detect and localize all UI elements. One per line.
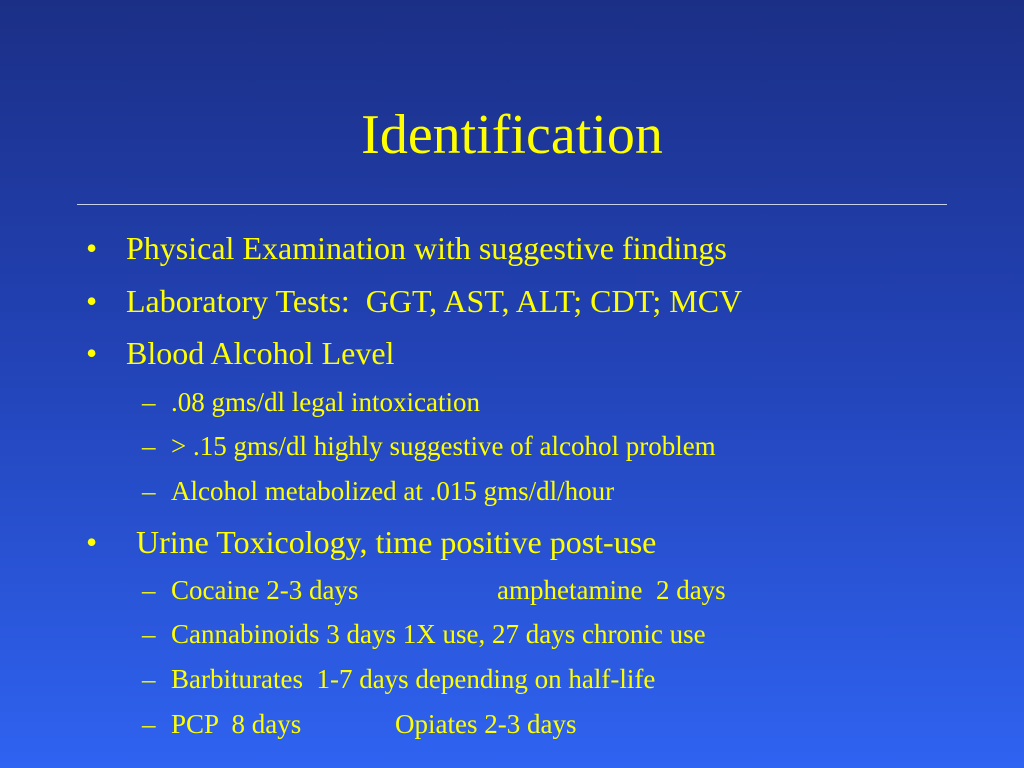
- sub-list-item-text: .08 gms/dl legal intoxication: [171, 387, 480, 417]
- sub-list-item-content: [171, 430, 716, 462]
- list-item: [0, 524, 1024, 560]
- dash-marker: –: [142, 431, 156, 461]
- dash-marker: –: [142, 709, 156, 739]
- list-item-text: Urine Toxicology, time positive post-use: [136, 524, 657, 560]
- dash-marker: –: [142, 664, 156, 694]
- bullet-marker: •: [86, 283, 98, 319]
- bullet-marker: •: [86, 335, 98, 371]
- title-divider: [77, 204, 947, 205]
- sub-list-item: [0, 430, 1024, 462]
- sub-list-item-text: Alcohol metabolized at .015 gms/dl/hour: [171, 476, 615, 506]
- bullet-marker: •: [86, 230, 98, 266]
- list-item: [0, 335, 1024, 371]
- greater-than-symbol: >: [171, 431, 187, 461]
- sub-list-item-text: .15 gms/dl highly suggestive of alcohol problem: [186, 431, 716, 461]
- bullet-marker: •: [86, 524, 98, 560]
- list-item-text: Blood Alcohol Level: [126, 335, 395, 371]
- slide-title: Identification: [361, 104, 663, 166]
- sub-list-item-text: PCP 8 days: [171, 709, 302, 739]
- sub-list-item-text: Cocaine 2-3 days: [171, 575, 359, 605]
- sub-list-item-text-secondary: Opiates 2-3 days: [395, 709, 577, 739]
- dash-marker: –: [142, 476, 156, 506]
- dash-marker: –: [142, 387, 156, 417]
- sub-list-item: [0, 708, 1024, 740]
- list-item-text: Laboratory Tests: GGT, AST, ALT; CDT; MCV: [126, 283, 743, 319]
- sub-list-item: [0, 663, 1024, 695]
- sub-list-item: [0, 574, 1024, 606]
- list-item: [0, 283, 1024, 319]
- sub-list-item: [0, 386, 1024, 418]
- sub-list-item-text: Barbiturates 1-7 days depending on half-life: [171, 664, 656, 694]
- sub-list-item: [0, 618, 1024, 650]
- list-item: [0, 230, 1024, 266]
- sub-list-item-text-secondary: amphetamine 2 days: [497, 575, 726, 605]
- sub-list-item: [0, 475, 1024, 507]
- dash-marker: –: [142, 575, 156, 605]
- sub-list-item-text: Cannabinoids 3 days 1X use, 27 days chronic use: [171, 619, 706, 649]
- dash-marker: –: [142, 619, 156, 649]
- list-item-text: Physical Examination with suggestive findings: [126, 230, 727, 266]
